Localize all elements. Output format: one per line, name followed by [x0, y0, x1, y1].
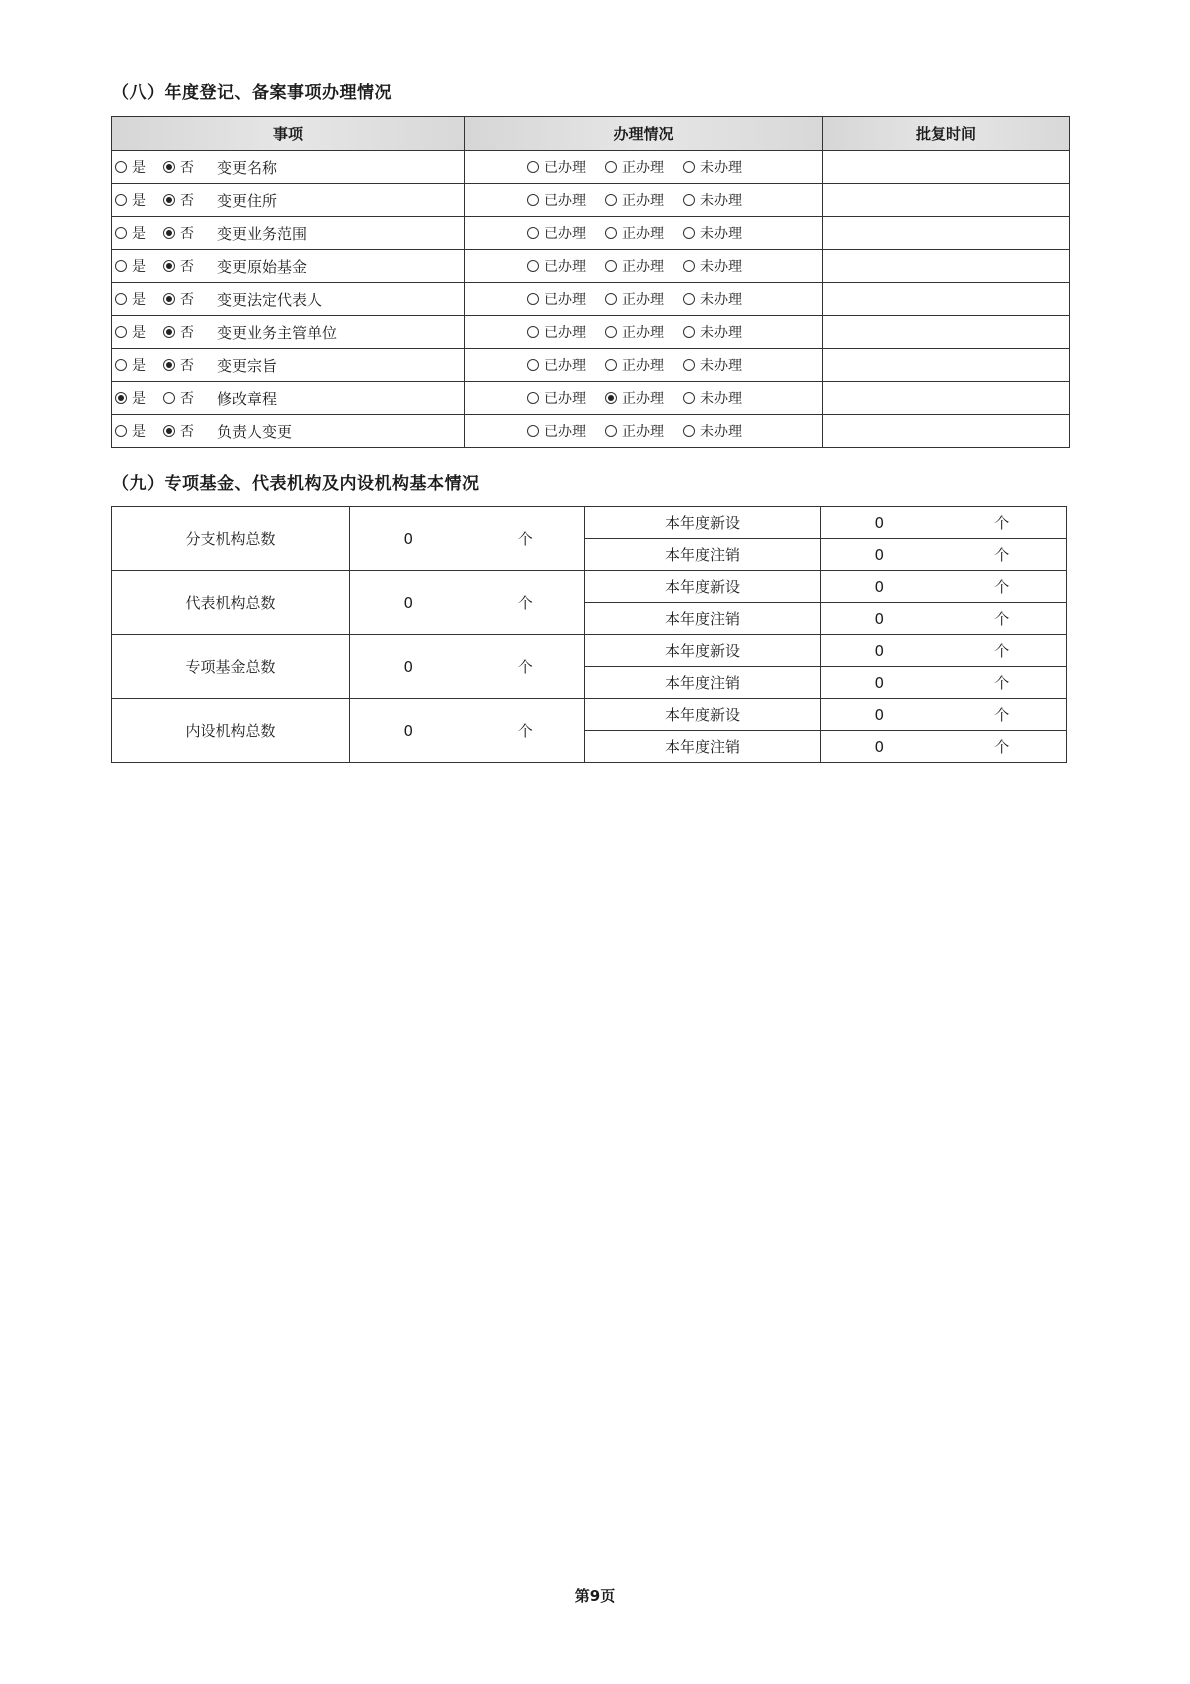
status-label: 未办理	[700, 424, 742, 440]
radio-icon	[163, 194, 175, 206]
unit-label: 个	[467, 699, 585, 763]
approval-time-cell[interactable]	[823, 349, 1070, 382]
table-row	[112, 250, 1070, 283]
table-row	[112, 507, 1067, 539]
yes-label: 是	[132, 159, 146, 176]
no-label: 否	[180, 225, 194, 242]
category-label: 内设机构总数	[112, 699, 350, 763]
status-radio[interactable]	[605, 190, 683, 210]
radio-icon	[115, 194, 127, 206]
cancel-label: 本年度注销	[585, 539, 821, 571]
radio-icon	[163, 425, 175, 437]
radio-icon	[527, 194, 539, 206]
radio-icon	[163, 260, 175, 272]
no-radio[interactable]	[163, 355, 217, 375]
status-cell	[465, 316, 823, 349]
new-value: 0	[821, 571, 938, 603]
status-label: 已办理	[544, 160, 586, 176]
radio-icon	[605, 260, 617, 272]
total-value: 0	[350, 571, 467, 635]
table-row	[112, 349, 1070, 382]
item-cell	[112, 184, 465, 217]
item-name: 变更业务主管单位	[217, 323, 338, 342]
item-name: 变更原始基金	[217, 257, 308, 276]
radio-icon	[527, 260, 539, 272]
radio-icon	[115, 425, 127, 437]
radio-icon	[605, 227, 617, 239]
status-radio[interactable]	[527, 289, 605, 309]
radio-icon	[683, 359, 695, 371]
status-radio[interactable]	[605, 289, 683, 309]
status-label: 正办理	[622, 292, 664, 308]
status-radio[interactable]	[527, 190, 605, 210]
item-cell	[112, 415, 465, 448]
no-radio[interactable]	[163, 322, 217, 342]
status-radio[interactable]	[527, 256, 605, 276]
cancel-value: 0	[821, 731, 938, 763]
no-label: 否	[180, 159, 194, 176]
yes-label: 是	[132, 291, 146, 308]
yes-label: 是	[132, 225, 146, 242]
table-row	[112, 217, 1070, 250]
item-name: 负责人变更	[217, 422, 293, 441]
status-label: 未办理	[700, 193, 742, 209]
approval-time-cell[interactable]	[823, 415, 1070, 448]
radio-icon	[527, 425, 539, 437]
radio-icon	[115, 227, 127, 239]
status-radio[interactable]	[683, 190, 761, 210]
status-label: 未办理	[700, 259, 742, 275]
no-radio[interactable]	[163, 388, 217, 408]
status-cell	[465, 184, 823, 217]
status-cell	[465, 217, 823, 250]
category-label: 专项基金总数	[112, 635, 350, 699]
radio-icon	[163, 227, 175, 239]
radio-icon	[683, 326, 695, 338]
radio-icon	[683, 293, 695, 305]
institutions-table	[111, 506, 1067, 763]
yes-label: 是	[132, 423, 146, 440]
no-radio[interactable]	[163, 157, 217, 177]
radio-icon	[683, 194, 695, 206]
approval-time-cell[interactable]	[823, 316, 1070, 349]
radio-icon	[115, 326, 127, 338]
approval-time-cell[interactable]	[823, 184, 1070, 217]
yes-label: 是	[132, 258, 146, 275]
table-row	[112, 184, 1070, 217]
yes-label: 是	[132, 390, 146, 407]
item-cell	[112, 283, 465, 316]
radio-icon	[527, 392, 539, 404]
no-label: 否	[180, 291, 194, 308]
yes-radio[interactable]	[115, 190, 163, 210]
status-radio[interactable]	[527, 322, 605, 342]
status-label: 正办理	[622, 193, 664, 209]
item-cell	[112, 151, 465, 184]
status-radio[interactable]	[605, 355, 683, 375]
status-radio[interactable]	[527, 355, 605, 375]
total-value: 0	[350, 635, 467, 699]
status-radio[interactable]	[683, 388, 761, 408]
status-label: 未办理	[700, 325, 742, 341]
cancel-value: 0	[821, 603, 938, 635]
table-row	[112, 415, 1070, 448]
unit-label: 个	[467, 635, 585, 699]
status-label: 未办理	[700, 391, 742, 407]
status-cell	[465, 283, 823, 316]
radio-icon	[683, 227, 695, 239]
status-radio[interactable]	[683, 355, 761, 375]
status-label: 未办理	[700, 292, 742, 308]
status-label: 已办理	[544, 391, 586, 407]
radio-icon	[163, 359, 175, 371]
item-cell	[112, 316, 465, 349]
no-label: 否	[180, 390, 194, 407]
unit-label: 个	[938, 507, 1067, 539]
table-row	[112, 571, 1067, 603]
status-label: 正办理	[622, 226, 664, 242]
status-cell	[465, 250, 823, 283]
cancel-value: 0	[821, 539, 938, 571]
radio-icon	[163, 326, 175, 338]
section-9-title: （九）专项基金、代表机构及内设机构基本情况	[112, 474, 480, 494]
new-label: 本年度新设	[585, 635, 821, 667]
status-label: 未办理	[700, 160, 742, 176]
approval-time-cell[interactable]	[823, 250, 1070, 283]
item-name: 修改章程	[217, 389, 278, 408]
status-label: 已办理	[544, 292, 586, 308]
yes-radio[interactable]	[115, 355, 163, 375]
table-row	[112, 283, 1070, 316]
registration-filing-table	[111, 116, 1070, 448]
yes-radio[interactable]	[115, 289, 163, 309]
status-radio[interactable]	[527, 157, 605, 177]
total-value: 0	[350, 699, 467, 763]
table-row	[112, 699, 1067, 731]
radio-icon	[527, 359, 539, 371]
category-label: 分支机构总数	[112, 507, 350, 571]
radio-icon	[115, 161, 127, 173]
yes-radio[interactable]	[115, 157, 163, 177]
radio-icon	[115, 293, 127, 305]
status-label: 已办理	[544, 424, 586, 440]
status-radio[interactable]	[683, 256, 761, 276]
no-radio[interactable]	[163, 256, 217, 276]
approval-time-cell[interactable]	[823, 283, 1070, 316]
status-label: 已办理	[544, 358, 586, 374]
no-radio[interactable]	[163, 421, 217, 441]
cancel-label: 本年度注销	[585, 603, 821, 635]
item-name: 变更宗旨	[217, 356, 278, 375]
status-label: 正办理	[622, 325, 664, 341]
radio-icon	[683, 425, 695, 437]
category-label: 代表机构总数	[112, 571, 350, 635]
yes-radio[interactable]	[115, 256, 163, 276]
radio-icon	[163, 392, 175, 404]
status-radio[interactable]	[683, 421, 761, 441]
no-radio[interactable]	[163, 223, 217, 243]
yes-radio[interactable]	[115, 388, 163, 408]
radio-icon	[683, 161, 695, 173]
no-label: 否	[180, 192, 194, 209]
total-value: 0	[350, 507, 467, 571]
unit-label: 个	[467, 571, 585, 635]
yes-radio[interactable]	[115, 322, 163, 342]
yes-label: 是	[132, 357, 146, 374]
radio-icon	[605, 359, 617, 371]
item-name: 变更住所	[217, 191, 278, 210]
status-radio[interactable]	[527, 223, 605, 243]
no-radio[interactable]	[163, 190, 217, 210]
new-value: 0	[821, 507, 938, 539]
status-label: 未办理	[700, 358, 742, 374]
item-name: 变更法定代表人	[217, 290, 323, 309]
status-cell	[465, 151, 823, 184]
radio-icon	[163, 161, 175, 173]
header-approval-time: 批复时间	[823, 117, 1070, 151]
status-radio[interactable]	[605, 223, 683, 243]
radio-icon	[605, 161, 617, 173]
status-radio[interactable]	[527, 388, 605, 408]
approval-time-cell[interactable]	[823, 151, 1070, 184]
new-label: 本年度新设	[585, 507, 821, 539]
yes-radio[interactable]	[115, 421, 163, 441]
cancel-value: 0	[821, 667, 938, 699]
no-label: 否	[180, 324, 194, 341]
status-radio[interactable]	[605, 322, 683, 342]
status-label: 正办理	[622, 424, 664, 440]
approval-time-cell[interactable]	[823, 382, 1070, 415]
status-label: 已办理	[544, 259, 586, 275]
no-label: 否	[180, 357, 194, 374]
status-radio[interactable]	[605, 157, 683, 177]
status-radio[interactable]	[683, 322, 761, 342]
status-cell	[465, 349, 823, 382]
status-label: 已办理	[544, 193, 586, 209]
unit-label: 个	[467, 507, 585, 571]
radio-icon	[605, 392, 617, 404]
unit-label: 个	[938, 699, 1067, 731]
status-radio[interactable]	[683, 289, 761, 309]
item-cell	[112, 382, 465, 415]
status-radio[interactable]	[527, 421, 605, 441]
unit-label: 个	[938, 731, 1067, 763]
header-item: 事项	[112, 117, 465, 151]
status-cell	[465, 382, 823, 415]
new-value: 0	[821, 635, 938, 667]
status-label: 正办理	[622, 259, 664, 275]
new-value: 0	[821, 699, 938, 731]
cancel-label: 本年度注销	[585, 667, 821, 699]
yes-label: 是	[132, 324, 146, 341]
status-radio[interactable]	[605, 256, 683, 276]
radio-icon	[605, 326, 617, 338]
status-label: 未办理	[700, 226, 742, 242]
item-name: 变更名称	[217, 158, 278, 177]
radio-icon	[527, 227, 539, 239]
yes-radio[interactable]	[115, 223, 163, 243]
approval-time-cell[interactable]	[823, 217, 1070, 250]
item-cell	[112, 349, 465, 382]
status-label: 已办理	[544, 226, 586, 242]
status-radio[interactable]	[683, 157, 761, 177]
no-radio[interactable]	[163, 289, 217, 309]
table-row	[112, 635, 1067, 667]
unit-label: 个	[938, 539, 1067, 571]
radio-icon	[683, 392, 695, 404]
radio-icon	[527, 326, 539, 338]
radio-icon	[605, 425, 617, 437]
radio-icon	[115, 260, 127, 272]
page-number: 第9页	[574, 1587, 616, 1605]
status-label: 正办理	[622, 358, 664, 374]
cancel-label: 本年度注销	[585, 731, 821, 763]
radio-icon	[115, 359, 127, 371]
status-label: 正办理	[622, 160, 664, 176]
table-row	[112, 382, 1070, 415]
new-label: 本年度新设	[585, 571, 821, 603]
table-header-row	[112, 117, 1070, 151]
status-radio[interactable]	[683, 223, 761, 243]
unit-label: 个	[938, 635, 1067, 667]
status-radio[interactable]	[605, 421, 683, 441]
unit-label: 个	[938, 667, 1067, 699]
status-cell	[465, 415, 823, 448]
status-label: 正办理	[622, 391, 664, 407]
yes-label: 是	[132, 192, 146, 209]
radio-icon	[163, 293, 175, 305]
table-row	[112, 151, 1070, 184]
radio-icon	[605, 293, 617, 305]
no-label: 否	[180, 258, 194, 275]
radio-icon	[527, 293, 539, 305]
header-status: 办理情况	[465, 117, 823, 151]
item-cell	[112, 250, 465, 283]
status-radio[interactable]	[605, 388, 683, 408]
unit-label: 个	[938, 603, 1067, 635]
radio-icon	[527, 161, 539, 173]
no-label: 否	[180, 423, 194, 440]
item-name: 变更业务范围	[217, 224, 308, 243]
item-cell	[112, 217, 465, 250]
radio-icon	[683, 260, 695, 272]
unit-label: 个	[938, 571, 1067, 603]
table-row	[112, 316, 1070, 349]
section-8-title: （八）年度登记、备案事项办理情况	[112, 83, 392, 103]
radio-icon	[115, 392, 127, 404]
status-label: 已办理	[544, 325, 586, 341]
new-label: 本年度新设	[585, 699, 821, 731]
radio-icon	[605, 194, 617, 206]
